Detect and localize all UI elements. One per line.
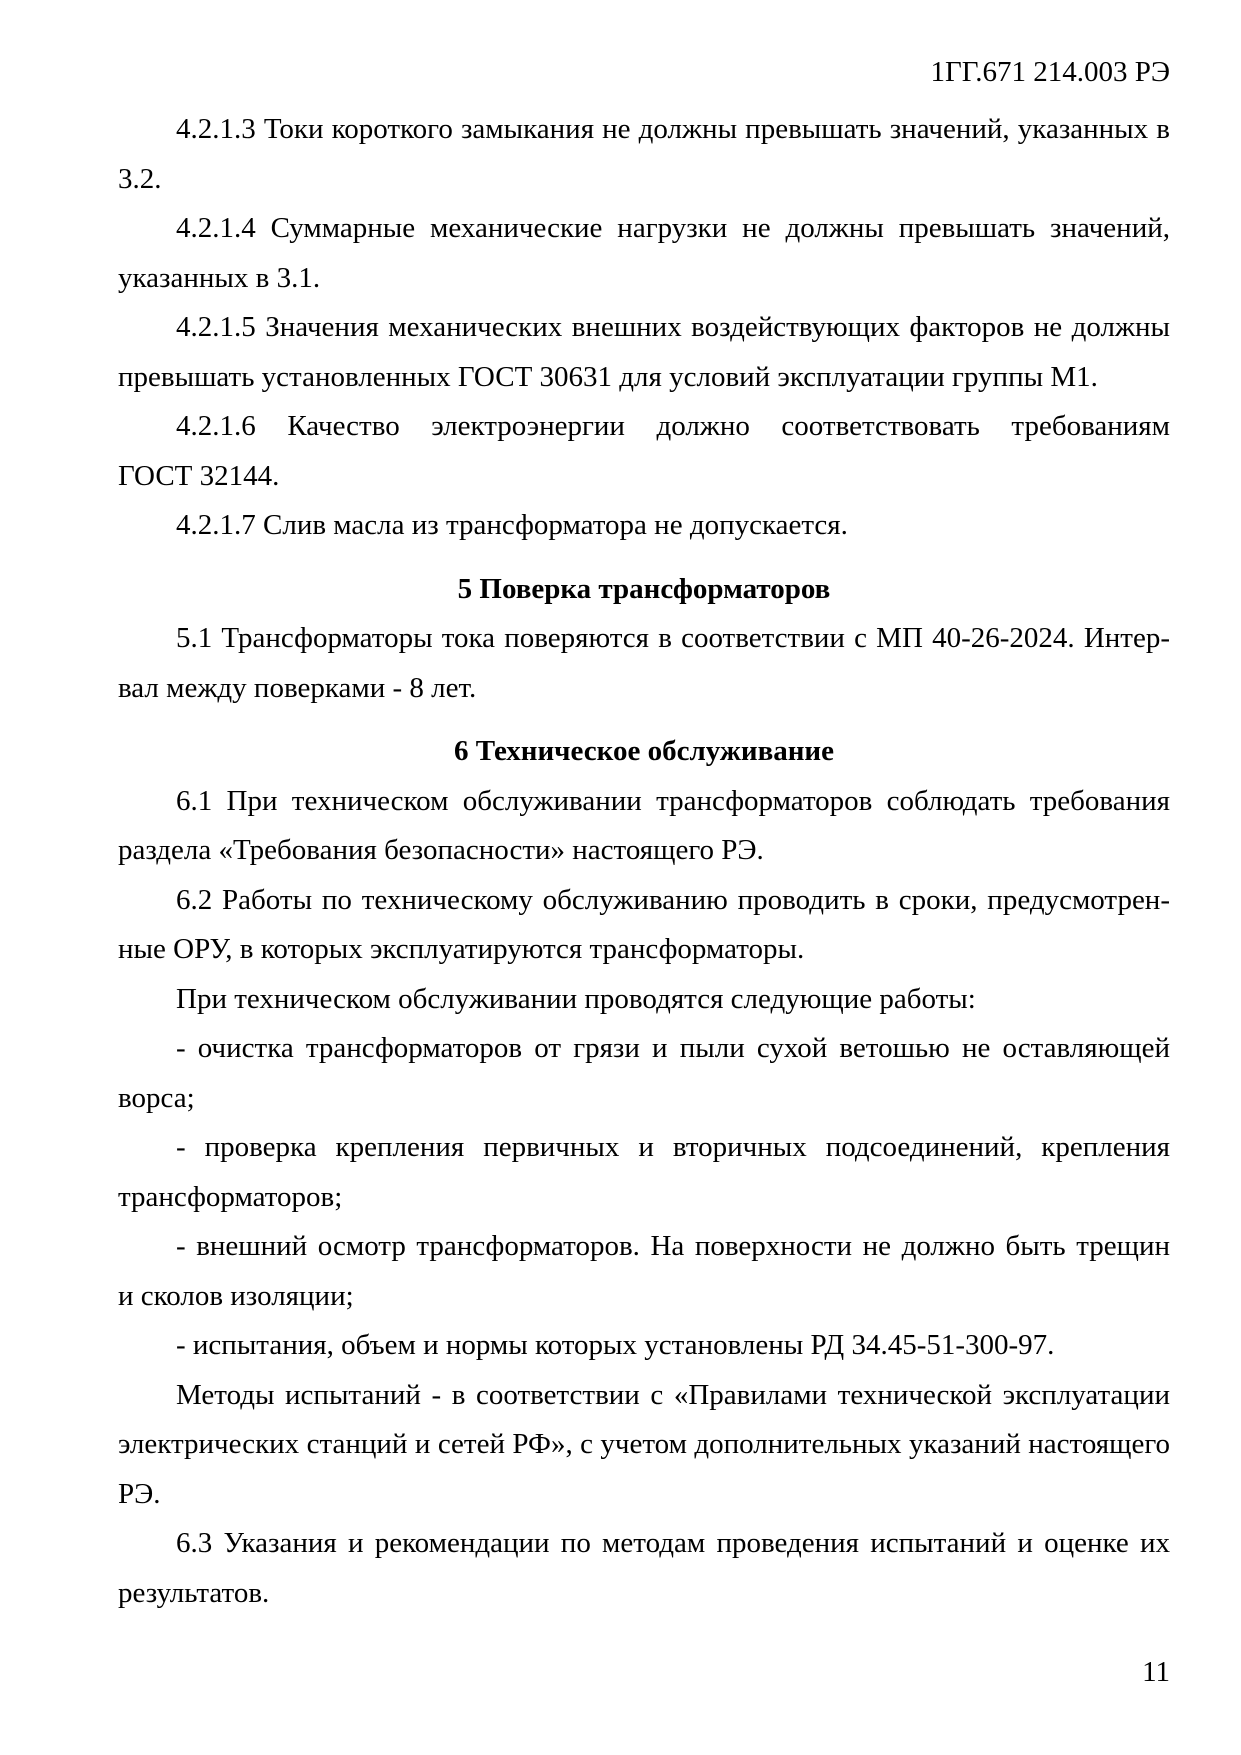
- text-line: При техническом обслуживании проводятся следующие работы:: [176, 982, 976, 1015]
- paragraph: [118, 975, 1170, 1025]
- text-line: трансформаторов;: [118, 1180, 343, 1213]
- text-line: 4.2.1.5 Значения механических внешних воздействующих факторов не должны: [176, 311, 1170, 343]
- text-line: ные ОРУ, в которых эксплуатируются трансформаторы.: [118, 933, 805, 965]
- paragraph: [118, 1222, 1170, 1321]
- text-line: 6.1 При техническом обслуживании трансформаторов соблюдать требования: [176, 784, 1170, 817]
- paragraph: [118, 777, 1170, 876]
- paragraph: [118, 105, 1170, 204]
- document-code: 1ГГ.671 214.003 РЭ: [930, 56, 1170, 88]
- text-line: указанных в 3.1.: [118, 261, 321, 294]
- paragraph: [118, 1321, 1170, 1371]
- text-line: - очистка трансформаторов от грязи и пыли сухой ветошью не оставляющей: [176, 1032, 1170, 1064]
- paragraph: [118, 501, 1170, 551]
- section-heading: 5 Поверка трансформаторов: [457, 572, 831, 605]
- text-line: и сколов изоляции;: [118, 1279, 354, 1312]
- text-line: ГОСТ 32144.: [118, 459, 280, 492]
- text-line: 5.1 Трансформаторы тока поверяются в соответствии с МП 40-26-2024. Интер-: [176, 622, 1170, 654]
- paragraph: [118, 303, 1170, 402]
- paragraph: [118, 204, 1170, 303]
- text-line: Методы испытаний - в соответствии с «Правилами технической эксплуатации: [176, 1378, 1170, 1411]
- text-line: 3.2.: [118, 162, 162, 195]
- text-line: 6.3 Указания и рекомендации по методам проведения испытаний и оценке их: [176, 1527, 1170, 1559]
- text-line: 4.2.1.4 Суммарные механические нагрузки не должны превышать значений,: [176, 212, 1170, 244]
- text-line: - внешний осмотр трансформаторов. На поверхности не должно быть трещин: [176, 1230, 1170, 1262]
- text-line: результатов.: [118, 1576, 270, 1609]
- text-line: раздела «Требования безопасности» настоящего РЭ.: [118, 834, 764, 866]
- text-line: 6.2 Работы по техническому обслуживанию проводить в сроки, предусмотрен-: [176, 883, 1170, 916]
- text-line: ворса;: [118, 1081, 195, 1114]
- text-line: - проверка крепления первичных и вторичных подсоединений, крепления: [176, 1131, 1170, 1163]
- text-line: 4.2.1.6 Качество электроэнергии должно соответствовать требованиям: [176, 410, 1170, 442]
- paragraph: [118, 402, 1170, 501]
- text-line: превышать установленных ГОСТ 30631 для условий эксплуатации группы М1.: [118, 360, 1098, 393]
- paragraph: [118, 1519, 1170, 1618]
- paragraph: [118, 1371, 1170, 1520]
- text-line: электрических станций и сетей РФ», с учетом дополнительных указаний настоящего: [118, 1428, 1170, 1460]
- text-line: РЭ.: [118, 1477, 161, 1510]
- section-heading: 6 Техническое обслуживание: [453, 735, 835, 767]
- paragraph: [118, 1123, 1170, 1222]
- paragraph: [118, 876, 1170, 975]
- paragraph: [118, 614, 1170, 713]
- document-body: [118, 105, 1170, 1618]
- page-number: 11: [1142, 1656, 1170, 1688]
- text-line: 4.2.1.7 Слив масла из трансформатора не допускается.: [176, 509, 848, 541]
- text-line: 4.2.1.3 Токи короткого замыкания не должны превышать значений, указанных в: [176, 113, 1170, 145]
- text-line: вал между поверками - 8 лет.: [118, 671, 477, 704]
- paragraph: [118, 1024, 1170, 1123]
- text-line: - испытания, объем и нормы которых установлены РД 34.45-51-300-97.: [176, 1329, 1055, 1361]
